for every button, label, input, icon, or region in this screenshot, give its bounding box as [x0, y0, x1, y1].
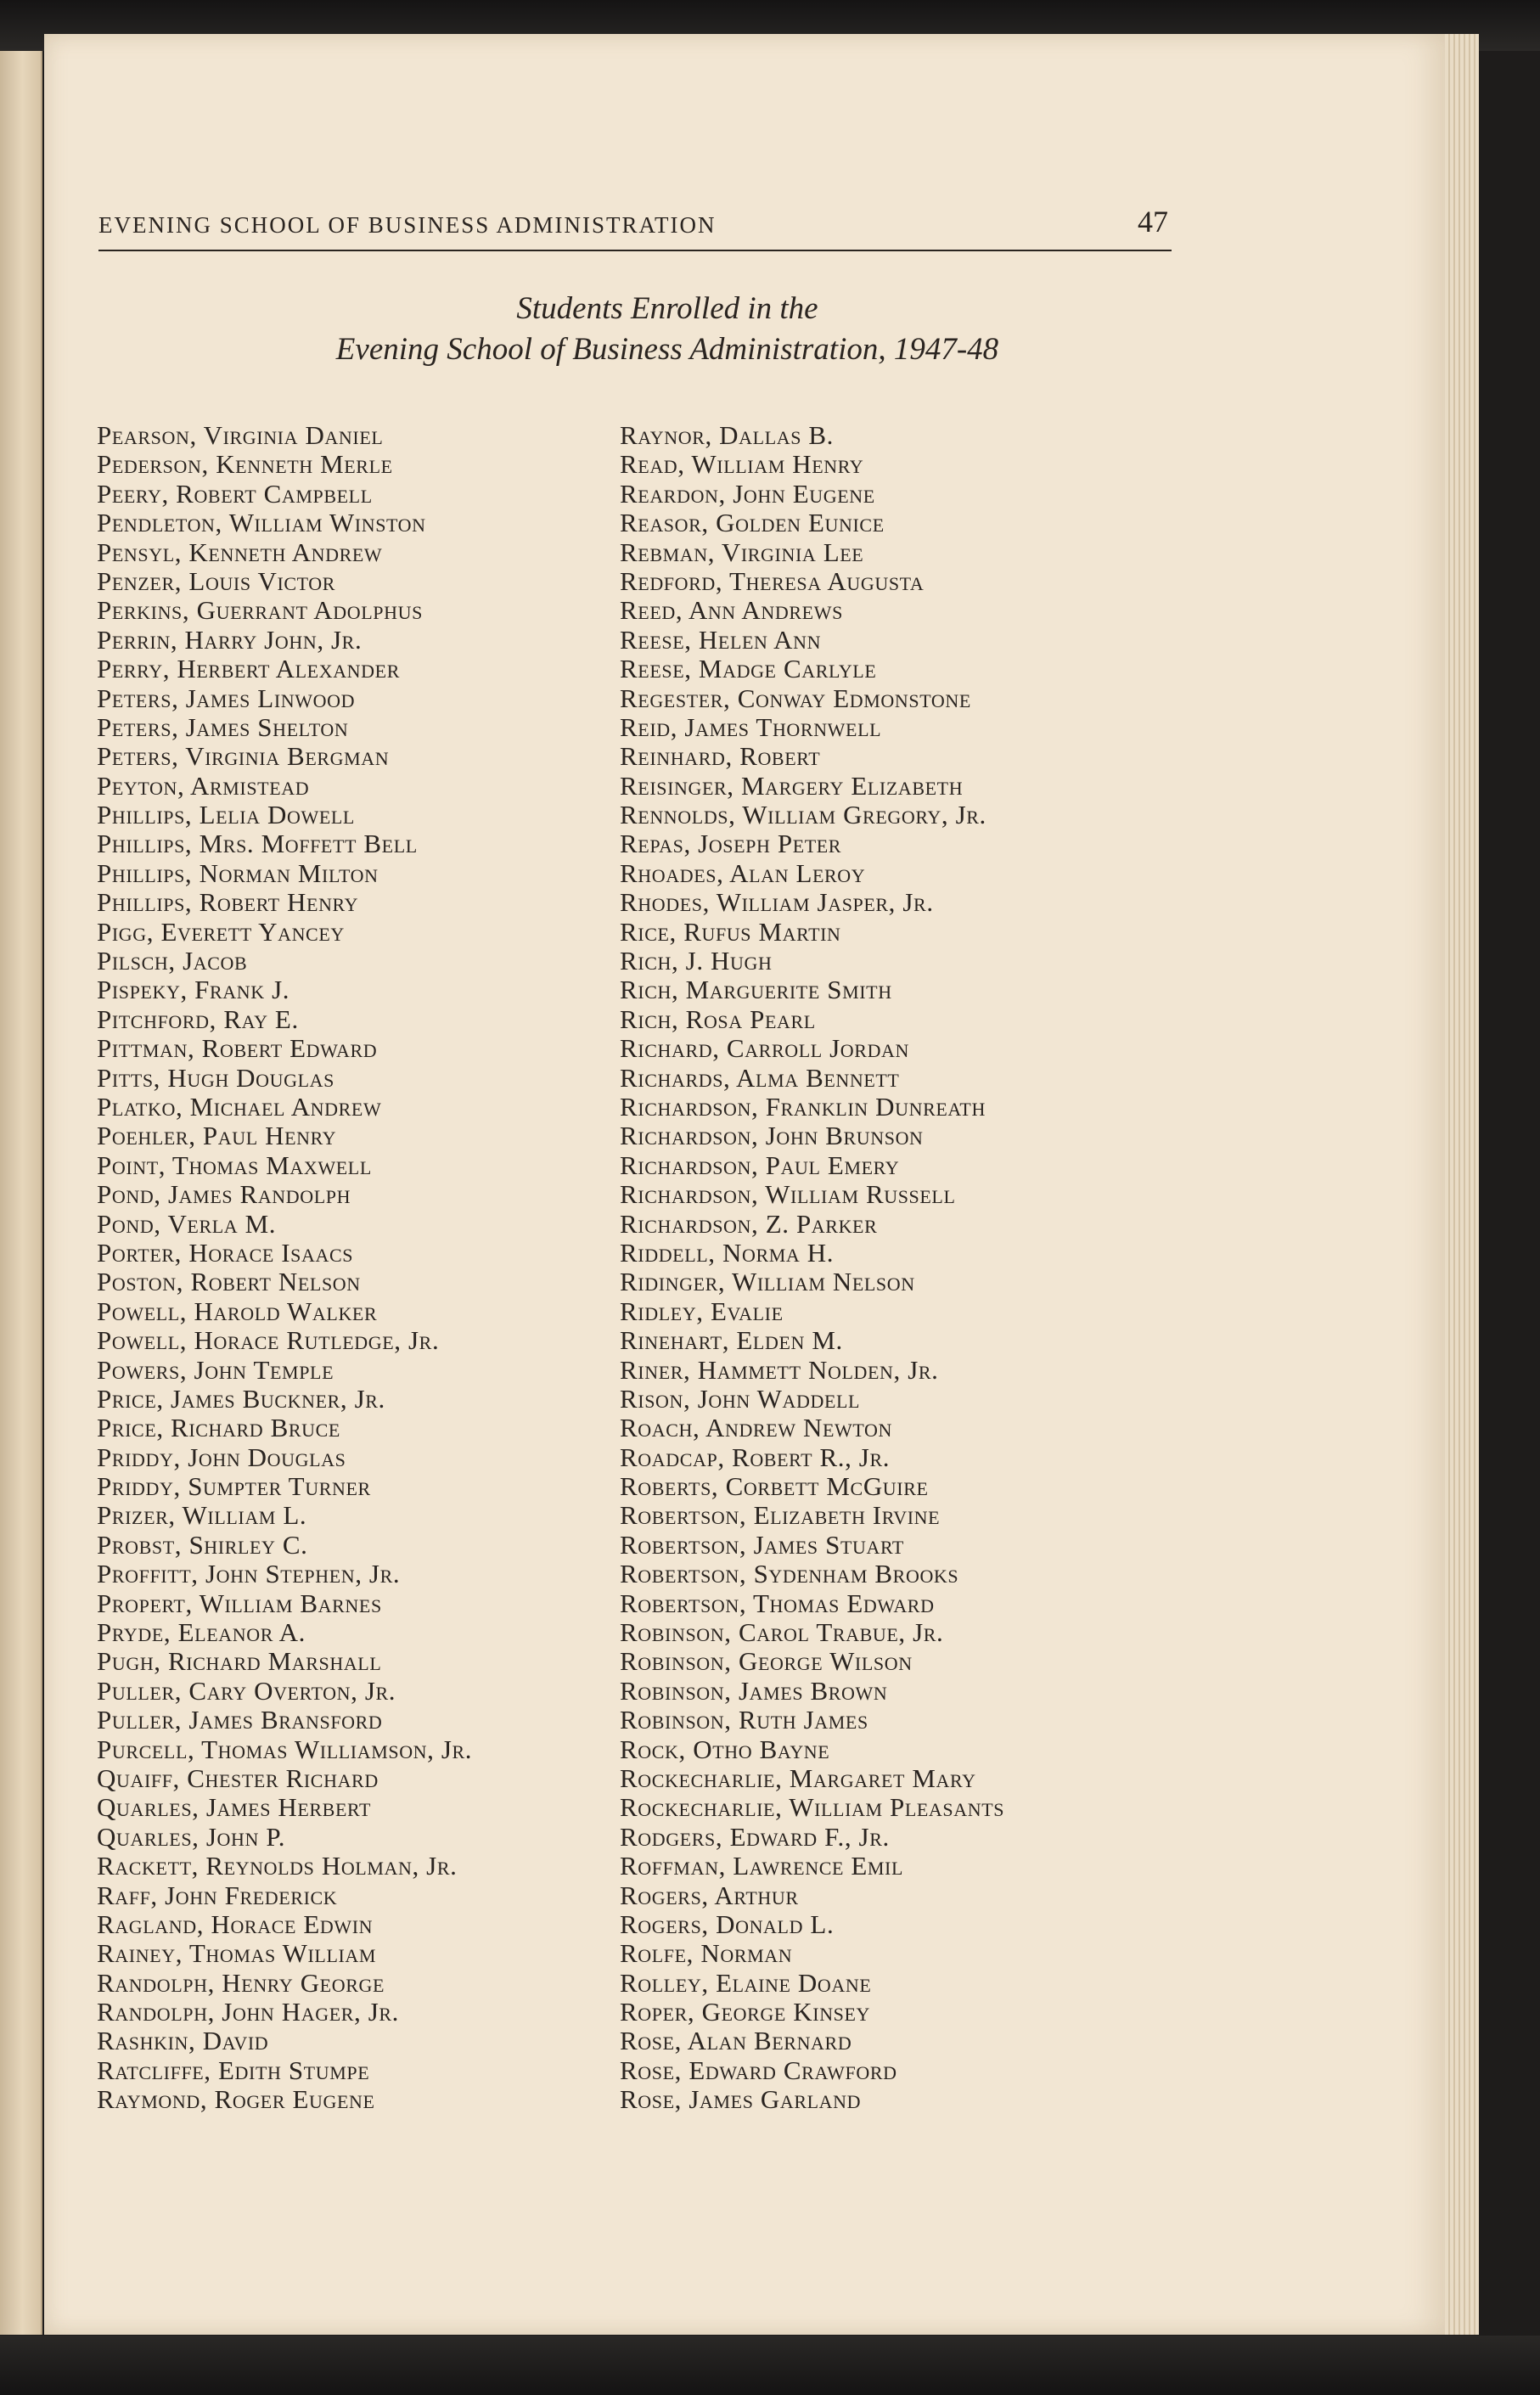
student-name-entry: Phillips, Lelia Dowell	[97, 800, 355, 830]
student-name-entry: Rison, John Waddell	[620, 1383, 861, 1414]
student-name-entry: Peters, Virginia Bergman	[97, 741, 390, 772]
student-name-entry: Raff, John Frederick	[97, 1880, 338, 1910]
student-name-entry: Poehler, Paul Henry	[97, 1121, 337, 1151]
student-name-entry: Pond, James Randolph	[97, 1179, 351, 1210]
student-name-entry: Richardson, Z. Parker	[620, 1208, 878, 1239]
student-name-entry: Rose, James Garland	[620, 2084, 862, 2115]
student-name-entry: Powell, Horace Rutledge, Jr.	[97, 1325, 440, 1356]
student-name-entry: Perry, Herbert Alexander	[97, 654, 400, 684]
student-name-entry: Perkins, Guerrant Adolphus	[97, 595, 423, 626]
student-name-entry: Roper, George Kinsey	[620, 1997, 871, 2027]
student-name-entry: Richardson, Paul Emery	[620, 1150, 900, 1180]
student-name-entry: Roach, Andrew Newton	[620, 1413, 892, 1443]
student-name-entry: Richardson, John Brunson	[620, 1121, 924, 1151]
student-name-entry: Rackett, Reynolds Holman, Jr.	[97, 1851, 458, 1881]
student-name-entry: Rennolds, William Gregory, Jr.	[620, 800, 986, 830]
student-name-entry: Priddy, Sumpter Turner	[97, 1471, 371, 1502]
student-name-entry: Robertson, James Stuart	[620, 1529, 904, 1560]
student-name-entry: Ridley, Evalie	[620, 1296, 784, 1326]
student-name-entry: Pond, Verla M.	[97, 1208, 277, 1239]
student-name-entry: Robertson, Thomas Edward	[620, 1588, 935, 1618]
student-name-entry: Randolph, John Hager, Jr.	[97, 1997, 400, 2027]
student-name-entry: Pensyl, Kenneth Andrew	[97, 537, 383, 567]
student-name-entry: Rockecharlie, Margaret Mary	[620, 1763, 976, 1793]
page-number: 47	[1138, 205, 1168, 239]
student-name-entry: Price, Richard Bruce	[97, 1413, 340, 1443]
student-name-entry: Richards, Alma Bennett	[620, 1062, 900, 1093]
student-name-entry: Quarles, John P.	[97, 1821, 286, 1852]
student-name-entry: Reardon, John Eugene	[620, 478, 875, 509]
student-name-entry: Randolph, Henry George	[97, 1967, 385, 1998]
student-name-entry: Rashkin, David	[97, 2026, 269, 2056]
right-name-column	[620, 421, 1004, 2115]
student-name-entry: Rich, Rosa Pearl	[620, 1004, 816, 1034]
student-name-entry: Rogers, Donald L.	[620, 1909, 835, 1939]
student-name-entry: Rice, Rufus Martin	[620, 916, 841, 947]
student-name-entry: Pearson, Virginia Daniel	[97, 420, 384, 450]
student-name-entry: Repas, Joseph Peter	[620, 829, 842, 859]
student-name-entry: Pitts, Hugh Douglas	[97, 1062, 334, 1093]
student-name-entry: Proffitt, John Stephen, Jr.	[97, 1559, 401, 1589]
student-name-entry: Perrin, Harry John, Jr.	[97, 624, 363, 655]
student-name-entry: Reese, Madge Carlyle	[620, 654, 877, 684]
student-name-entry: Priddy, John Douglas	[97, 1442, 346, 1472]
student-name-entry: Regester, Conway Edmonstone	[620, 683, 971, 713]
student-name-entry: Richardson, Franklin Dunreath	[620, 1091, 986, 1122]
page-title	[98, 289, 1236, 370]
student-name-entry: Rich, Marguerite Smith	[620, 975, 892, 1005]
student-name-entry: Quarles, James Herbert	[97, 1792, 371, 1823]
student-name-entry: Richard, Carroll Jordan	[620, 1033, 910, 1064]
title-line-1: Students Enrolled in the	[516, 291, 818, 326]
student-name-entry: Reed, Ann Andrews	[620, 595, 843, 626]
student-name-entry: Peery, Robert Campbell	[97, 478, 373, 509]
student-name-entry: Rose, Alan Bernard	[620, 2026, 852, 2056]
page-stack-edge	[1445, 34, 1479, 2335]
student-name-entry: Pitchford, Ray E.	[97, 1004, 299, 1034]
student-name-entry: Pugh, Richard Marshall	[97, 1646, 382, 1677]
student-name-entry: Rolfe, Norman	[620, 1938, 793, 1969]
student-name-entry: Propert, William Barnes	[97, 1588, 382, 1618]
student-name-entry: Robertson, Elizabeth Irvine	[620, 1500, 941, 1531]
student-name-entry: Roffman, Lawrence Emil	[620, 1851, 904, 1881]
student-name-entry: Rolley, Elaine Doane	[620, 1967, 872, 1998]
student-name-entry: Porter, Horace Isaacs	[97, 1237, 354, 1268]
student-name-entry: Rhoades, Alan Leroy	[620, 857, 866, 888]
student-name-entry: Pederson, Kenneth Merle	[97, 449, 393, 480]
student-name-entry: Rebman, Virginia Lee	[620, 537, 864, 567]
student-name-entry: Reisinger, Margery Elizabeth	[620, 770, 964, 801]
student-name-entry: Rhodes, William Jasper, Jr.	[620, 887, 934, 918]
student-name-entry: Robinson, James Brown	[620, 1675, 888, 1706]
student-name-entry: Richardson, William Russell	[620, 1179, 956, 1210]
title-line-2: Evening School of Business Administration, 1947-48	[335, 332, 999, 367]
student-name-entry: Point, Thomas Maxwell	[97, 1150, 372, 1180]
student-name-entry: Powers, John Temple	[97, 1354, 334, 1385]
facing-page-edge	[0, 51, 42, 2335]
student-name-entry: Penzer, Louis Victor	[97, 565, 336, 596]
left-name-column	[97, 421, 472, 2115]
student-name-entry: Redford, Theresa Augusta	[620, 565, 925, 596]
student-name-entry: Ratcliffe, Edith Stumpe	[97, 2055, 370, 2085]
student-name-entry: Phillips, Robert Henry	[97, 887, 359, 918]
student-name-entry: Robinson, Ruth James	[620, 1705, 868, 1735]
student-name-entry: Pryde, Eleanor A.	[97, 1617, 306, 1648]
book-binding-bottom	[0, 2336, 1540, 2395]
student-name-entry: Rodgers, Edward F., Jr.	[620, 1821, 890, 1852]
student-name-entry: Phillips, Norman Milton	[97, 857, 379, 888]
student-name-entry: Peters, James Linwood	[97, 683, 356, 713]
student-name-entry: Quaiff, Chester Richard	[97, 1763, 379, 1793]
student-name-entry: Reasor, Golden Eunice	[620, 508, 885, 538]
student-name-entry: Pilsch, Jacob	[97, 946, 248, 976]
running-header	[98, 205, 1172, 251]
student-name-entry: Pittman, Robert Edward	[97, 1033, 378, 1064]
student-name-entry: Probst, Shirley C.	[97, 1529, 308, 1560]
student-name-entry: Raymond, Roger Eugene	[97, 2084, 375, 2115]
student-name-entry: Reid, James Thornwell	[620, 711, 882, 742]
student-name-entry: Reinhard, Robert	[620, 741, 821, 772]
student-name-entry: Ragland, Horace Edwin	[97, 1909, 374, 1939]
student-name-entry: Rockecharlie, William Pleasants	[620, 1792, 1005, 1823]
running-title: EVENING SCHOOL OF BUSINESS ADMINISTRATION	[98, 212, 717, 238]
student-name-entry: Read, William Henry	[620, 449, 864, 480]
student-name-entry: Roadcap, Robert R., Jr.	[620, 1442, 891, 1472]
student-name-entry: Raynor, Dallas B.	[620, 420, 835, 450]
student-name-entry: Puller, Cary Overton, Jr.	[97, 1675, 396, 1706]
student-name-entry: Robinson, George Wilson	[620, 1646, 913, 1677]
student-name-entry: Rich, J. Hugh	[620, 946, 773, 976]
student-name-entry: Puller, James Bransford	[97, 1705, 383, 1735]
student-name-entry: Pigg, Everett Yancey	[97, 916, 345, 947]
student-name-entry: Rogers, Arthur	[620, 1880, 799, 1910]
student-name-entry: Peters, James Shelton	[97, 711, 349, 742]
student-name-entry: Riddell, Norma H.	[620, 1237, 835, 1268]
student-name-entry: Poston, Robert Nelson	[97, 1267, 361, 1297]
student-name-entry: Robertson, Sydenham Brooks	[620, 1559, 959, 1589]
student-name-entry: Platko, Michael Andrew	[97, 1091, 382, 1122]
student-name-entry: Riner, Hammett Nolden, Jr.	[620, 1354, 939, 1385]
student-name-entry: Peyton, Armistead	[97, 770, 310, 801]
student-name-entry: Price, James Buckner, Jr.	[97, 1383, 385, 1414]
student-name-entry: Rinehart, Elden M.	[620, 1325, 843, 1356]
student-name-entry: Reese, Helen Ann	[620, 624, 822, 655]
student-name-entry: Pendleton, William Winston	[97, 508, 426, 538]
student-name-entry: Pispeky, Frank J.	[97, 975, 290, 1005]
student-name-entry: Purcell, Thomas Williamson, Jr.	[97, 1734, 473, 1764]
student-name-entry: Powell, Harold Walker	[97, 1296, 378, 1326]
student-name-entry: Ridinger, William Nelson	[620, 1267, 915, 1297]
student-name-entry: Rock, Otho Bayne	[620, 1734, 830, 1764]
student-name-entry: Rose, Edward Crawford	[620, 2055, 897, 2085]
student-name-entry: Prizer, William L.	[97, 1500, 307, 1531]
student-name-entry: Robinson, Carol Trabue, Jr.	[620, 1617, 944, 1648]
student-name-entry: Rainey, Thomas William	[97, 1938, 377, 1969]
student-name-entry: Roberts, Corbett McGuire	[620, 1471, 929, 1502]
student-name-entry: Phillips, Mrs. Moffett Bell	[97, 829, 418, 859]
